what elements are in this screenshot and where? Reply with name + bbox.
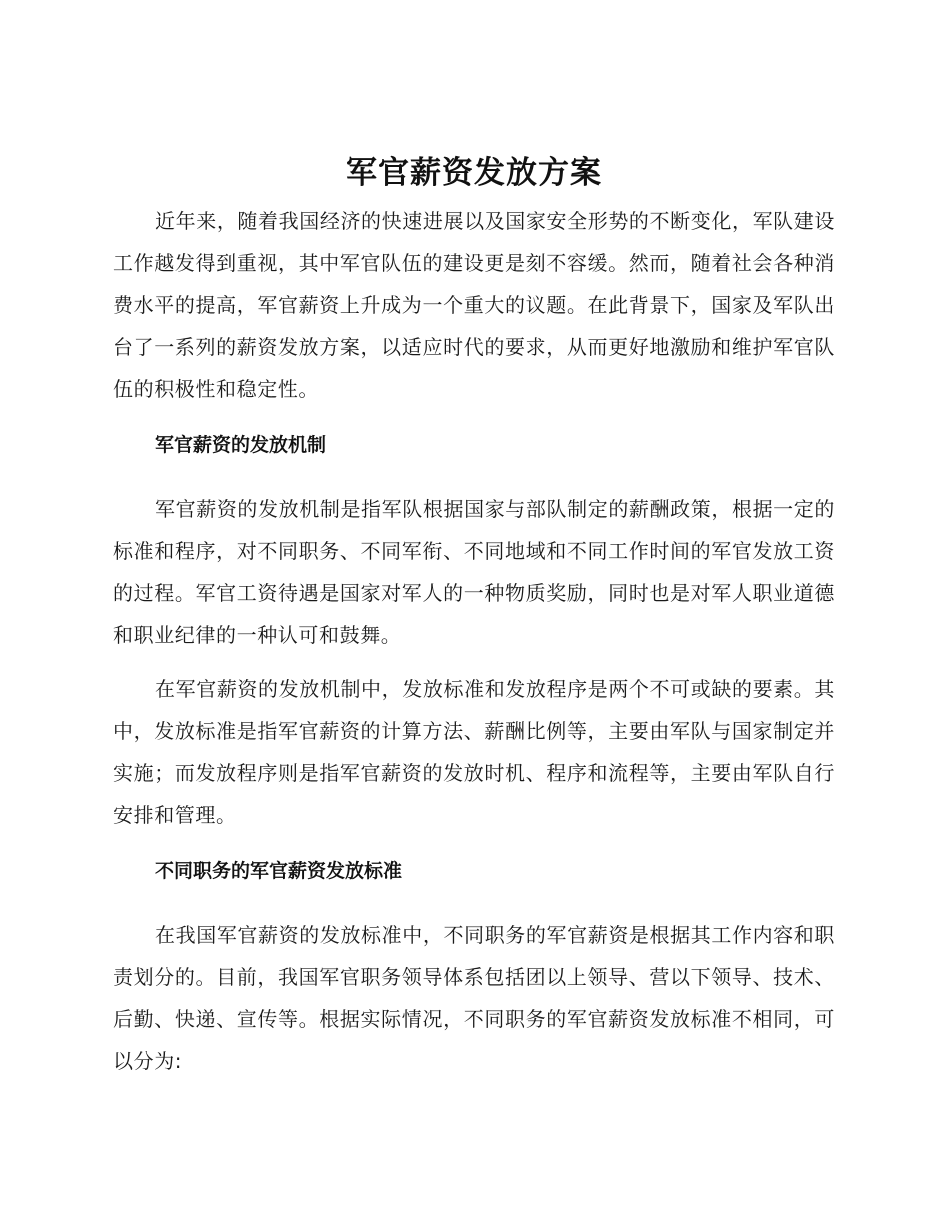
mechanism-paragraph-2: 在军官薪资的发放机制中，发放标准和发放程序是两个不可或缺的要素。其中，发放标准是指军官薪资的计算方法、薪酬比例等，主要由军队与国家制定并实施；而发放程序则是指军官薪资的发放时机、程序和流程等，主要由军队自行安排和管理。 xyxy=(113,677,835,827)
document-title: 军官薪资发放方案 xyxy=(346,155,602,191)
section-heading-standards: 不同职务的军官薪资发放标准 xyxy=(155,860,403,882)
document-page xyxy=(113,150,835,1082)
section-heading-mechanism: 军官薪资的发放机制 xyxy=(155,434,327,456)
intro-paragraph: 近年来，随着我国经济的快速进展以及国家安全形势的不断变化，军队建设工作越发得到重视，其中军官队伍的建设更是刻不容缓。然而，随着社会各种消费水平的提高，军官薪资上升成为一个重大的议题。在此背景下，国家及军队出台了一系列的薪资发放方案，以适应时代的要求，从而更好地激励和维护军官队伍的积极性和稳定性。 xyxy=(113,209,835,401)
standards-paragraph-1: 在我国军官薪资的发放标准中，不同职务的军官薪资是根据其工作内容和职责划分的。目前，我国军官职务领导体系包括团以上领导、营以下领导、技术、后勤、快递、宣传等。根据实际情况，不同职务的军官薪资发放标准不相同，可以分为: xyxy=(113,923,835,1073)
mechanism-paragraph-1: 军官薪资的发放机制是指军队根据国家与部队制定的薪酬政策，根据一定的标准和程序，对不同职务、不同军衔、不同地域和不同工作时间的军官发放工资的过程。军官工资待遇是国家对军人的一种物质奖励，同时也是对军人职业道德和职业纪律的一种认可和鼓舞。 xyxy=(113,497,835,647)
